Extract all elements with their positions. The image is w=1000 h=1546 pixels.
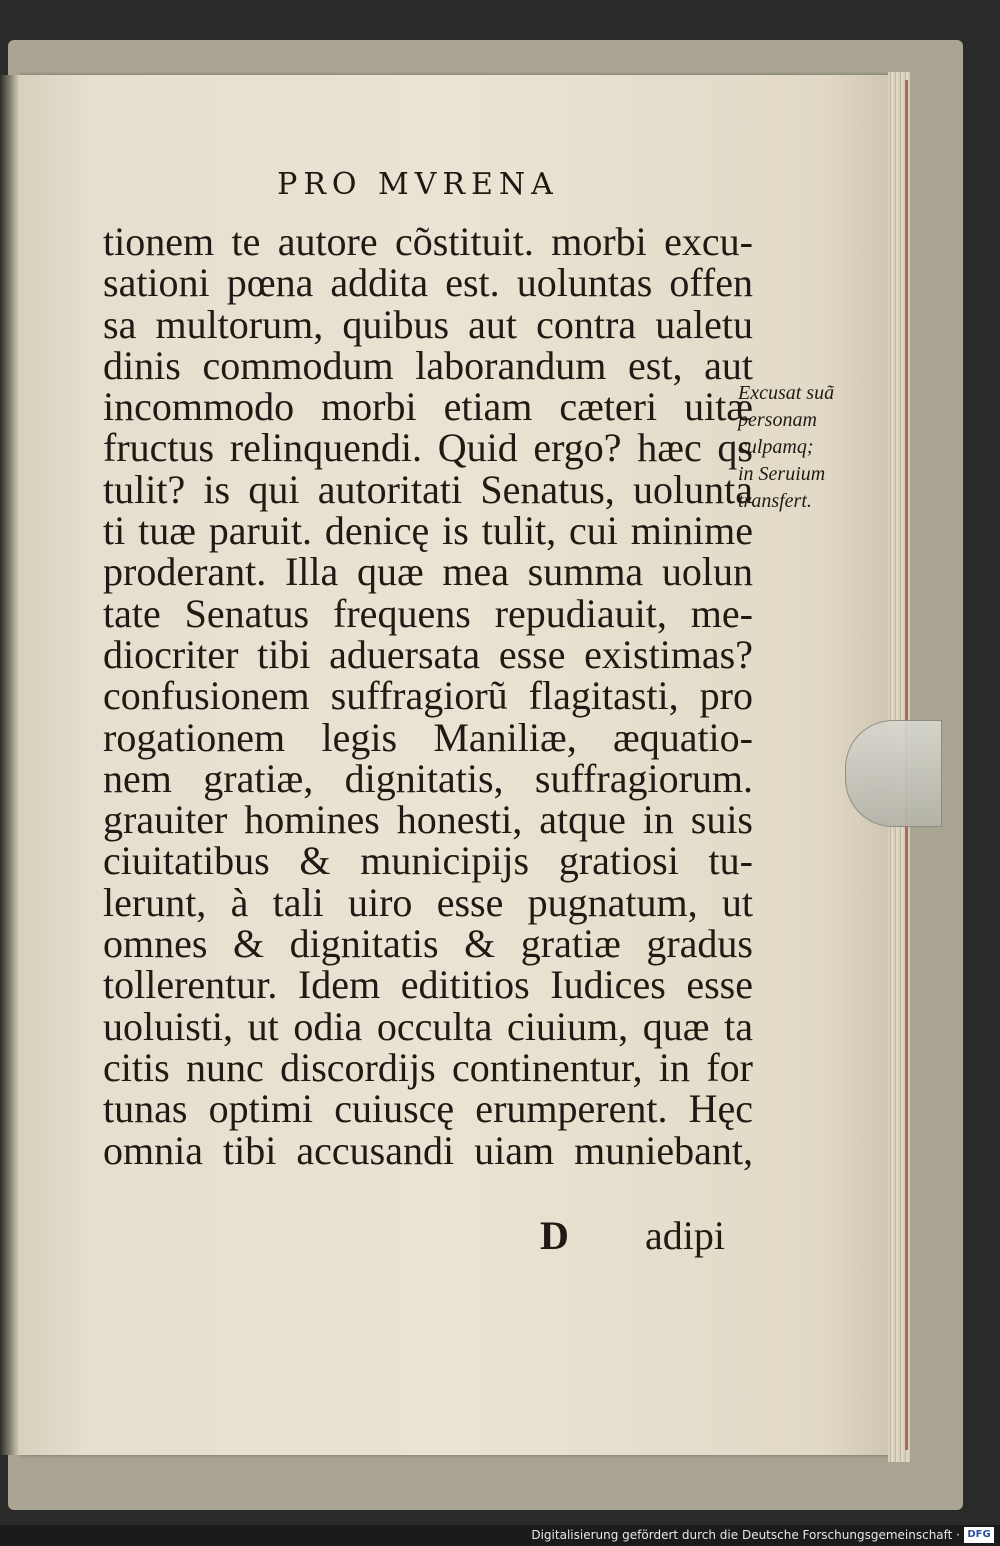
- text-line: omnes & dignitatis & gratiæ gradus: [103, 921, 753, 967]
- catchword: adipi: [645, 1213, 725, 1258]
- text-line: tionem te autore cõstituit. morbi excu-: [103, 219, 753, 264]
- text-line: ti tuæ paruit. denicę is tulit, cui minime: [103, 508, 753, 554]
- text-line: tulit? is qui autoritati Senatus, uolunta: [103, 466, 753, 512]
- text-line: tollerentur. Idem edititios Iudices esse: [103, 962, 753, 1008]
- gutter-shadow: [0, 75, 18, 1455]
- text-line: incommodo morbi etiam cæteri uitæ: [103, 384, 753, 430]
- book-page: [18, 75, 890, 1455]
- funding-credit: Digitalisierung gefördert durch die Deutsche Forschungsgemeinschaft ·: [531, 1528, 960, 1542]
- text-line: citis nunc discordijs continentur, in for: [103, 1044, 753, 1090]
- marginal-note: [738, 380, 858, 515]
- text-line: diocriter tibi aduersata esse existimas?: [103, 631, 753, 677]
- text-line: nem gratiæ, dignitatis, suffragiorum.: [103, 755, 753, 801]
- text-line: confusionem suffragiorũ flagitasti, pro: [103, 673, 753, 719]
- marginal-note-line: in Seruium: [738, 463, 826, 485]
- text-line: proderant. Illa quæ mea summa uolun: [103, 549, 753, 595]
- text-line: omnia tibi accusandi uiam muniebant,: [103, 1127, 753, 1173]
- marginal-note-line: transfert.: [738, 490, 812, 512]
- text-line: sationi pœna addita est. uoluntas offen: [103, 260, 753, 306]
- signature-mark: D: [540, 1213, 569, 1258]
- text-line: uoluisti, ut odia occulta ciuium, quæ ta: [103, 1003, 753, 1049]
- text-line: sa multorum, quibus aut contra ualetu: [103, 301, 753, 347]
- text-line: ciuitatibus & municipijs gratiosi tu-: [103, 838, 753, 884]
- text-line: tunas optimi cuiuscę erumperent. Hęc: [103, 1086, 753, 1132]
- text-line: rogationem legis Maniliæ, æquatio-: [103, 714, 753, 760]
- marginal-note-line: personam: [738, 409, 817, 431]
- text-line: lerunt, à tali uiro esse pugnatum, ut: [103, 879, 753, 925]
- page-tab-clip: [845, 720, 942, 827]
- text-line: grauiter homines honesti, atque in suis: [103, 797, 753, 843]
- text-line: dinis commodum laborandum est, aut: [103, 342, 753, 388]
- dfg-logo: DFG: [964, 1527, 994, 1543]
- main-text-block: [103, 221, 753, 1171]
- text-line: fructus relinquendi. Quid ergo? hæc qs: [103, 425, 753, 471]
- marginal-note-line: Excusat suã: [738, 382, 835, 404]
- text-line: tate Senatus frequens repudiauit, me-: [103, 590, 753, 636]
- running-title: PRO MVRENA: [277, 167, 559, 202]
- footer-bar: [0, 1525, 1000, 1546]
- marginal-note-line: culpamq;: [738, 436, 814, 458]
